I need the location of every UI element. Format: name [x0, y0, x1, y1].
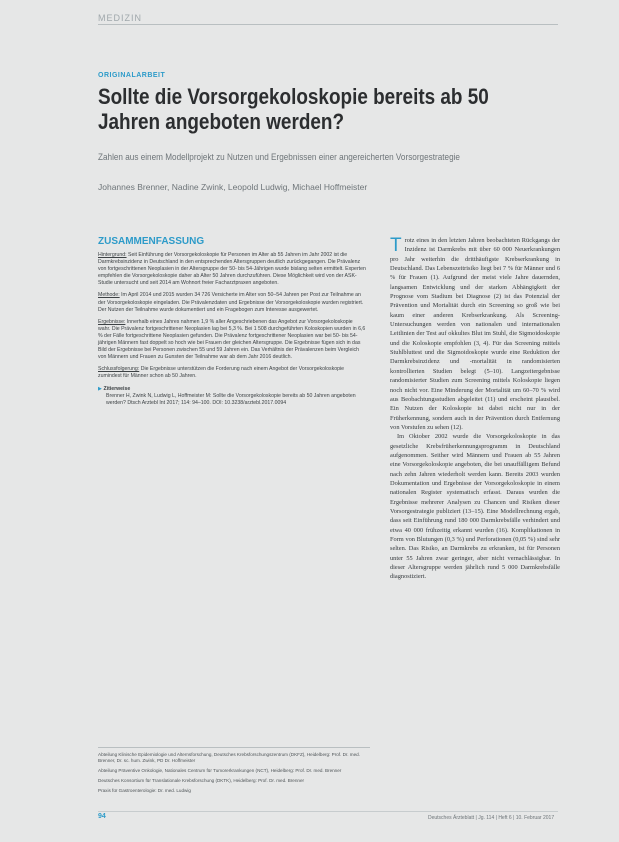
- body-column: [390, 236, 560, 582]
- article-type: ORIGINALARBEIT: [98, 72, 166, 79]
- body-paragraph-2: Im Oktober 2002 wurde die Vorsorgekoloskopie in das gesetzliche Krebsfrüherkennungsprogramm in Deutschland aufgenommen. Seither wird Männern und Frauen ab 55 Jahren eine Vorsorgekoloskopie angeboten, die bei unauffälligem Befund nach zehn Jahren wiederholt werden kann. Bereits 2003 wurden Dokumentation und Ergebnisse der Vorsorgekoloskopie in einem nationalen Register systematisch erfasst. Daraus wurden die Ergebnisse mehrerer Analysen zu Chancen und Risiken dieser Vorsorgestrategie publiziert (13–15). Eine Modellrechnung ergab, dass seit Einführung rund 180 000 Darmkrebsfälle verhindert und etwa 40 000 frühzeitig erkannt wurden (16). Komplikationen in Form von Blutungen (0,3 %) und Perforationen (0,05 %) sind sehr selten. Das Risiko, an Darmkrebs zu erkranken, ist für Personen unter 55 Jahren zwar geringer, aber nicht vernachlässigbar. In dieser Altersgruppe werden jährlich rund 5 000 Darmkrebsfälle diagnostiziert.: [390, 433, 560, 581]
- abstract-heading: ZUSAMMENFASSUNG: [98, 236, 205, 247]
- abstract-background: [98, 252, 366, 287]
- triangle-icon: ▶: [98, 385, 102, 392]
- conclusion-text: Die Ergebnisse unterstützen die Forderung nach einem Angebot der Vorsorgekoloskopie zumindest für Männer schon ab 50 Jahren.: [98, 366, 345, 380]
- affiliation-2: Abteilung Präventive Onkologie, Nationales Centrum für Tumorerkrankungen (NCT), Heidelberg: Prof. Dr. med. Brenner: [98, 768, 342, 773]
- body-paragraph: [390, 236, 560, 432]
- methods-text: Im April 2014 und 2015 wurden 34 726 Versicherte im Alter von 50–54 Jahren per Post zur Teilnahme an der Vorsorgekoloskopie eingeladen. Die Prävalenzdaten und Ergebnisse der Vorsorgekoloskopie wurden registriert. Der Nutzen der Teilnahme wurde dokumentiert und ein Fragebogen zum Interesse ausgewertet.: [98, 292, 364, 313]
- methods-label: Methode:: [98, 292, 120, 299]
- affiliation-4: Praxis für Gastroenterologie: Dr. med. Ludwig: [98, 788, 191, 793]
- page-number: 94: [98, 813, 106, 820]
- background-text: Seit Einführung der Vorsorgekoloskopie für Personen im Alter ab 55 Jahren im Jahr 2002 ist die Darmkrebsinzidenz in Deutschland in den entsprechenden Altersgruppen deutlich zurückgegangen. Die Prävalenz von fortgeschrittenen Neoplasien in der Altersgruppe der 50- bis 54-Jährigen wurde bislang selten ermittelt. Experten empfehlen die Vorsorgekoloskopie daher ab Alter 50 Jahren durchzuführen. Diese Möglichkeit wird von der ASK-Studie untersucht und seit 2014 am Wohnort freier Facharztpraxen angeboten.: [98, 252, 366, 287]
- drop-cap: T: [390, 235, 402, 256]
- results-label: Ergebnisse:: [98, 318, 126, 325]
- abstract-methods: [98, 292, 366, 313]
- section-label: MEDIZIN: [98, 13, 142, 23]
- abstract-results: [98, 319, 366, 362]
- citation-label: Zitierweise: [103, 385, 131, 392]
- article-subtitle: Zahlen aus einem Modellprojekt zu Nutzen und Ergebnissen einer angereicherten Vorsorgestrategie: [98, 152, 460, 163]
- body-paragraph-1: rotz eines in den letzten Jahren beobachteten Rückgangs der Inzidenz ist Darmkrebs mit über 60 000 Neuerkrankungen pro Jahr weiterhin die dritthäufigste Krebserkrankung in Deutschland. Das Lebenszeitrisiko liegt bei 7 % für Männer und 6 % für Frauen (1). Aufgrund der meist viele Jahre dauernden, langsamen Entwicklung und der starken Abhängigkeit der Prognose vom Stadium bei Diagnose (2) ist das Potenzial der Prävention und Mortalität durch ein Screening so groß wie bei kaum einer anderen Krebserkrankung. Als Screening-Untersuchungen werden von nationalen und internationalen Leitlinien der Test auf okkultes Blut im Stuhl, die Sigmoidoskopie und die Koloskopie empfohlen (3, 4). Für das Screening mittels Stuhlbluttest und die Sigmoidoskopie wurde eine Reduktion der Darmkrebsinzidenz und -mortalität in randomisierten kontrollierten Studien belegt (5–10). Langzeitergebnisse randomisierter Studien zum Screening mittels Koloskopie liegen noch nicht vor. Eine Minderung der Mortalität um 60–70 % wird aus Beobachtungsstudien abgeleitet (11) und erscheint plausibel. Ein Nutzen der Koloskopie ist dabei nicht nur in der Früherkennung, sondern auch in der Prävention durch Entfernung von Vorstufen zu sehen (12).: [390, 237, 560, 431]
- header-rule: [98, 24, 558, 25]
- author-list: Johannes Brenner, Nadine Zwink, Leopold Ludwig, Michael Hoffmeister: [98, 182, 368, 192]
- affiliations: [98, 747, 370, 798]
- background-label: Hintergrund:: [98, 252, 127, 258]
- footer-rule: [98, 811, 558, 812]
- affiliation-1: Abteilung Klinische Epidemiologie und Alternsforschung, Deutsches Krebsforschungszentrum (DKFZ), Heidelberg: Prof. Dr. med. Brenner, Dr. sc. hum. Zwink, PD Dr. Hoffmeister: [98, 752, 360, 763]
- abstract-conclusion: [98, 366, 366, 380]
- footnote-rule: [98, 747, 370, 748]
- article-title: Sollte die Vorsorgekoloskopie bereits ab 50 Jahren angeboten werden?: [98, 84, 489, 134]
- affiliation-3: Deutsches Konsortium für Translationale Krebsforschung (DKTK), Heidelberg: Prof. Dr. med. Brenner: [98, 778, 305, 783]
- results-text: Innerhalb eines Jahres nahmen 1,9 % aller Angeschriebenen das Angebot zur Vorsorgekoloskopie wahr. Die Prävalenz fortgeschrittener Neoplasien lag bei 5,3 %. Bei 1 508 durchgeführten Koloskopien wurden in 6,6 % der Fälle fortgeschrittene Neoplasien gefunden. Die Prävalenz fortgeschrittener Neoplasien war bei 50- bis 54-jährigen Männern fast doppelt so hoch wie bei Frauen der gleichen Altersgruppe. Die Ergebnisse fügen sich in das Bild der Ergebnisse bei Personen zwischen 55 und 59 Jahren ein. Das Verhältnis der Prävalenzen beim Vergleich von Männern und Frauen zu Gunsten der Teilnahme war ab dem Jahr 2016 deutlich.: [98, 318, 366, 361]
- journal-reference: Deutsches Ärzteblatt | Jg. 114 | Heft 6 | 10. Februar 2017: [428, 815, 555, 821]
- conclusion-label: Schlussfolgerung:: [98, 366, 140, 373]
- abstract-column: [98, 236, 366, 407]
- citation-text: Brenner H, Zwink N, Ludwig L, Hoffmeister M: Sollte die Vorsorgekoloskopie bereits ab 50 Jahren angeboten werden? Dtsch Arztebl Int 2017; 114: 94–100. DOI: 10.3238/arztebl.2017.0094: [106, 392, 356, 406]
- citation-block: [98, 386, 366, 407]
